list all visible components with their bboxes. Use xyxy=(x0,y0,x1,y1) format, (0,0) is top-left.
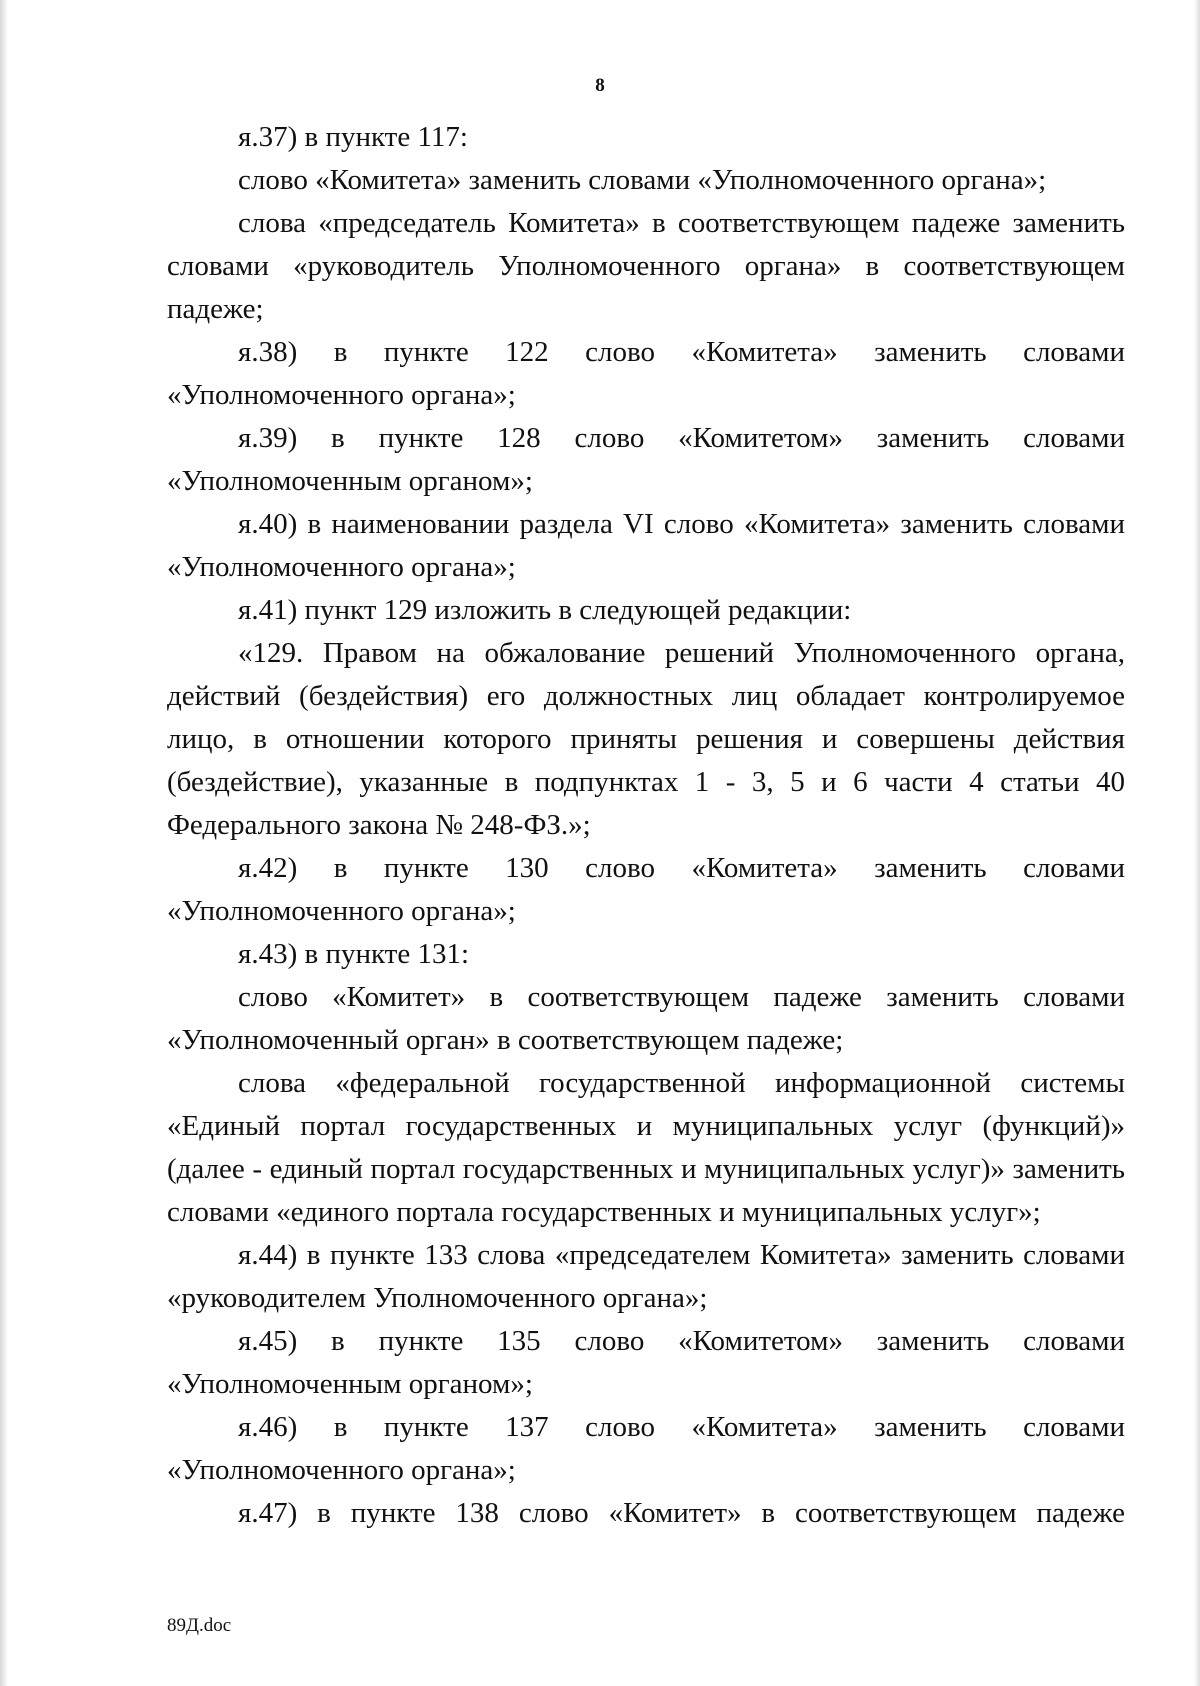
paragraph-last: я.47) в пункте 138 слово «Комитет» в соответствующем падеже xyxy=(238,1497,1125,1529)
paragraph: я.40) в наименовании раздела VI слово «Комитета» заменить словами «Уполномоченного органа»; xyxy=(167,508,1125,583)
paragraph: я.37) в пункте 117: xyxy=(238,121,468,153)
paragraph: я.39) в пункте 128 слово «Комитетом» заменить словами «Уполномоченным органом»; xyxy=(167,422,1125,497)
paragraph: я.44) в пункте 133 слова «председателем Комитета» заменить словами «руководителем Уполномоченного органа»; xyxy=(167,1239,1125,1314)
paragraph: я.46) в пункте 137 слово «Комитета» заменить словами «Уполномоченного органа»; xyxy=(167,1411,1125,1486)
paragraph: слова «федеральной государственной информационной системы «Единый портал государственных и муниципальных услуг (функций)» (далее - единый портал государственных и муниципальных услуг)» заменить словами «единого портала государственных и муниципальных услуг»; xyxy=(167,1067,1125,1228)
paragraph: я.43) в пункте 131: xyxy=(238,938,470,970)
page-number: 8 xyxy=(595,75,605,96)
paragraph: я.45) в пункте 135 слово «Комитетом» заменить словами «Уполномоченным органом»; xyxy=(167,1325,1125,1400)
paragraph: слова «председатель Комитета» в соответствующем падеже заменить словами «руководитель Уполномоченного органа» в соответствующем падеже; xyxy=(167,207,1125,325)
footer-filename: 89Д.doc xyxy=(167,1615,232,1636)
paragraph: я.41) пункт 129 изложить в следующей редакции: xyxy=(238,594,852,626)
paragraph: «129. Правом на обжалование решений Уполномоченного органа, действий (бездействия) его должностных лиц обладает контролируемое лицо, в отношении которого приняты решения и совершены действия (бездействие), указанные в подпунктах 1 - 3, 5 и 6 части 4 статьи 40 Федерального закона № 248-ФЗ.»; xyxy=(167,637,1125,841)
scan-edge-right xyxy=(1194,0,1200,1686)
scan-edge-left xyxy=(0,0,8,1686)
document-body xyxy=(167,116,1125,1535)
paragraph: слово «Комитет» в соответствующем падеже заменить словами «Уполномоченный орган» в соответствующем падеже; xyxy=(167,981,1125,1056)
paragraph: я.38) в пункте 122 слово «Комитета» заменить словами «Уполномоченного органа»; xyxy=(167,336,1125,411)
paragraph: слово «Комитета» заменить словами «Уполномоченного органа»; xyxy=(238,164,1047,196)
paragraph: я.42) в пункте 130 слово «Комитета» заменить словами «Уполномоченного органа»; xyxy=(167,852,1125,927)
